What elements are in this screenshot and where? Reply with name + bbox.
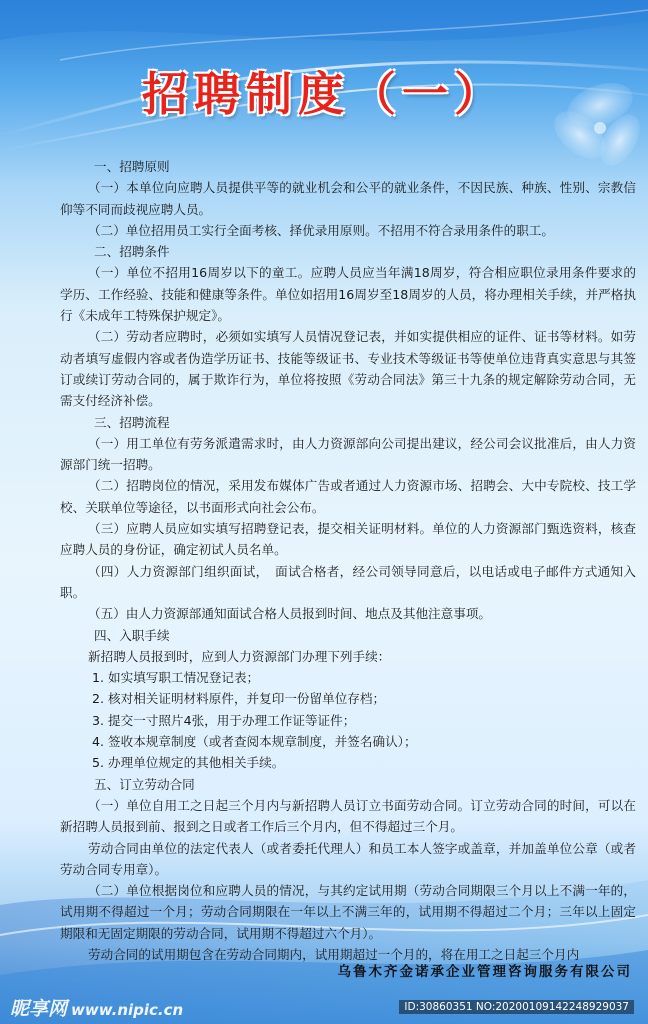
watermark-logo-text: 昵享网 xyxy=(10,998,68,1020)
paragraph: （一）单位自用工之日起三个月内与新招聘人员订立书面劳动合同。订立劳动合同的时间，可以在新招聘人员报到前、报到之日或者工作后三个月内，但不得超过三个月。 xyxy=(60,797,636,835)
paragraph: （一）本单位向应聘人员提供平等的就业机会和公平的就业条件，不因民族、种族、性别、宗教信仰等不同而歧视应聘人员。 xyxy=(60,180,636,217)
paragraph: （五）由人力资源部通知面试合格人员报到时间、地点及其他注意事项。 xyxy=(88,606,491,622)
paragraph: （四）人力资源部门组织面试， 面试合格者，经公司领导同意后，以电话或电子邮件方式通知入职。 xyxy=(60,563,636,600)
list-item: 2. 核对相关证明材料原件，并复印一份留单位存档； xyxy=(92,691,386,707)
paragraph: 劳动合同的试用期包含在劳动合同期内，试用期超过一个月的，将在用工之日起三个月内 xyxy=(88,946,580,962)
paragraph: （二）劳动者应聘时，必须如实填写人员情况登记表，并如实提供相应的证件、证书等材料。如劳动者填写虚假内容或者伪造学历证书、技能等级证书、专业技术等级证书等使单位违背真实意思与其签订或续订劳动合同的，属于欺诈行为，单位将按照《劳动合同法》第三十九条的规定解除劳动合同，无需支付经济补偿。 xyxy=(60,329,636,409)
paragraph: （二）单位招用员工实行全面考核、择优录用原则。不招用不符合录用条件的职工。 xyxy=(88,222,554,238)
paragraph: 新招聘人员报到时，应到人力资源部门办理下列手续： xyxy=(88,648,391,664)
paragraph: （一）用工单位有劳务派遣需求时，由人力资源部向公司提出建议，经公司会议批准后，由人力资源部门统一招聘。 xyxy=(60,435,636,473)
section-heading: 五、订立劳动合同 xyxy=(94,776,195,792)
section-heading: 三、招聘流程 xyxy=(94,414,170,430)
section-heading: 四、入职手续 xyxy=(94,627,170,643)
watermark-id: ID:30860351 NO:20200109142248929037 xyxy=(399,1000,634,1014)
list-item: 3. 提交一寸照片4张，用于办理工作证等证件； xyxy=(92,712,356,728)
regulation-body xyxy=(60,156,636,965)
list-item: 1. 如实填写职工情况登记表； xyxy=(92,670,260,686)
paragraph: 劳动合同由单位的法定代表人（或者委托代理人）和员工本人签字或盖章，并加盖单位公章（或者劳动合同专用章）。 xyxy=(60,840,636,877)
section-heading: 二、招聘条件 xyxy=(94,244,170,260)
page-title: 招聘制度（一） xyxy=(142,67,506,121)
company-name: 乌鲁木齐金诺承企业管理咨询服务有限公司 xyxy=(337,964,632,980)
section-heading: 一、招聘原则 xyxy=(94,159,170,174)
paragraph: （二）单位根据岗位和应聘人员的情况，与其约定试用期（劳动合同期限三个月以上不满一年的，试用期不得超过一个月；劳动合同期限在一年以上不满三年的，试用期不得超过二个月；三年以上固定期限和无固定期限的劳动合同，试用期不得超过六个月）。 xyxy=(60,883,636,941)
paragraph: （三）应聘人员应如实填写招聘登记表，提交相关证明材料。单位的人力资源部门甄选资料，核查应聘人员的身份证，确定初试人员名单。 xyxy=(60,521,636,558)
list-item: 4. 签收本规章制度（或者查阅本规章制度，并签名确认）； xyxy=(92,734,417,750)
paragraph: （二）招聘岗位的情况，采用发布媒体广告或者通过人力资源市场、招聘会、大中专院校、技工学校、关联单位等途径，以书面形式向社会公布。 xyxy=(60,478,636,515)
list-item: 5. 办理单位规定的其他相关手续。 xyxy=(92,755,285,771)
paragraph: （一）单位不招用16周岁以下的童工。应聘人员应当年满18周岁，符合相应职位录用条件要求的学历、工作经验、技能和健康等条件。单位如招用16周岁至18周岁的人员，将办理相关手续，并严格执行《未成年工特殊保护规定》。 xyxy=(60,265,636,324)
watermark-url: www.nipic.cn xyxy=(71,1001,184,1019)
watermark-logo xyxy=(10,994,183,1021)
